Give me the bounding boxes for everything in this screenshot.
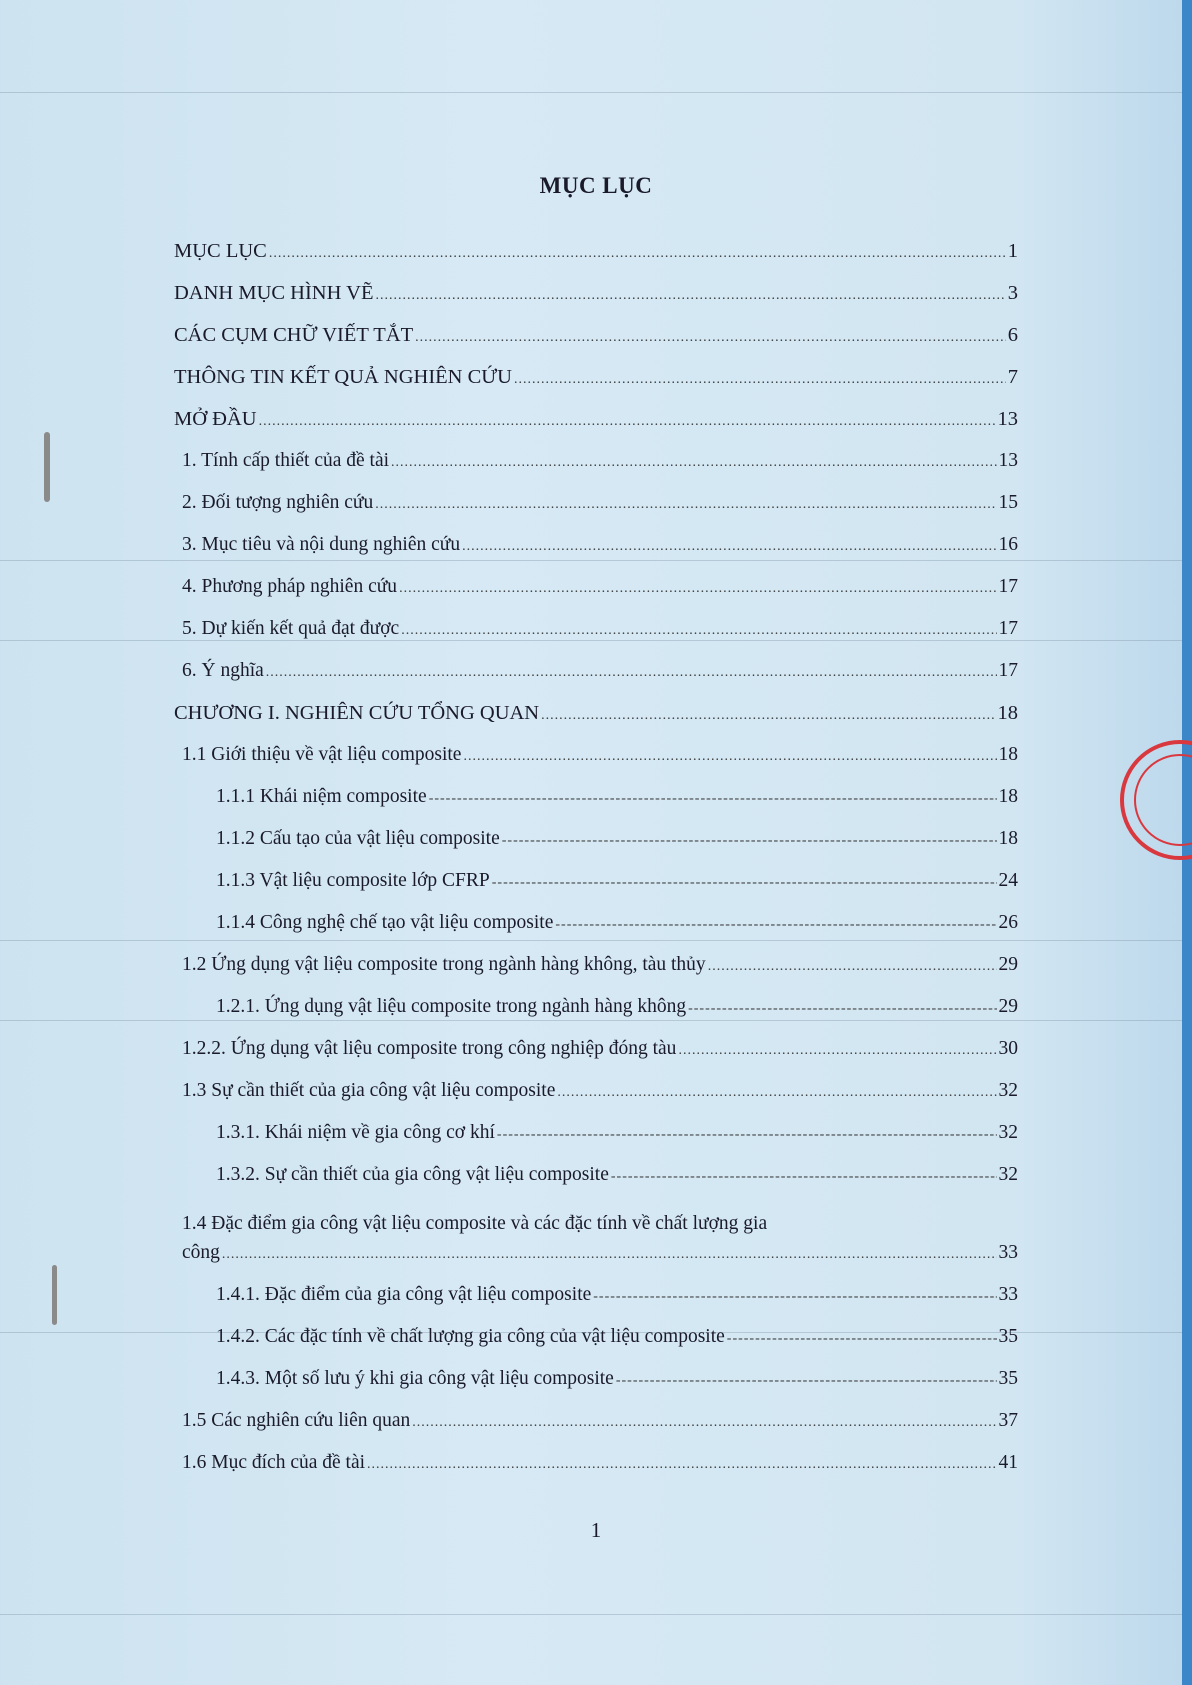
toc-entry-page: 16 <box>998 534 1018 555</box>
toc-entry[interactable] <box>174 1326 1018 1368</box>
toc-leader <box>266 665 997 681</box>
toc-entry-label: 5. Dự kiến kết quả đạt được <box>182 618 400 639</box>
toc-entry-label: MỞ ĐẦU <box>174 408 257 430</box>
toc-entry[interactable] <box>174 576 1018 618</box>
toc-leader <box>555 917 996 933</box>
toc-entry-label: 1.1.4 Công nghệ chế tạo vật liệu composite <box>216 912 554 933</box>
toc-entry-label: DANH MỤC HÌNH VẼ <box>174 282 374 304</box>
toc-entry-label: 3. Mục tiêu và nội dung nghiên cứu <box>182 534 461 555</box>
toc-entry-page: 17 <box>998 660 1018 681</box>
toc-entry-page: 24 <box>998 870 1018 891</box>
toc-entry[interactable] <box>174 618 1018 660</box>
toc-entry-page: 30 <box>998 1038 1018 1059</box>
toc-entry-page: 33 <box>998 1284 1018 1305</box>
toc-leader <box>616 1373 997 1389</box>
toc-leader <box>462 539 996 555</box>
toc-entry-label: 1.2.2. Ứng dụng vật liệu composite trong công nghiệp đóng tàu <box>182 1038 677 1059</box>
toc-entry[interactable] <box>174 954 1018 996</box>
toc-leader <box>415 330 1006 346</box>
table-of-contents <box>174 240 1018 1494</box>
toc-entry-page: 15 <box>998 492 1018 513</box>
toc-leader <box>269 246 1006 262</box>
toc-entry[interactable] <box>174 1038 1018 1080</box>
toc-entry-page: 35 <box>998 1368 1018 1389</box>
toc-entry[interactable] <box>174 786 1018 828</box>
toc-entry[interactable] <box>174 534 1018 576</box>
toc-entry[interactable] <box>174 240 1018 282</box>
toc-leader <box>514 372 1006 388</box>
toc-leader <box>399 581 996 597</box>
margin-mark <box>44 432 50 502</box>
toc-leader <box>376 288 1006 304</box>
toc-entry-label: 1.3 Sự cần thiết của gia công vật liệu composite <box>182 1080 556 1101</box>
toc-entry-label: MỤC LỤC <box>174 240 267 262</box>
toc-entry-page: 29 <box>998 996 1018 1017</box>
toc-entry-page: 32 <box>998 1080 1018 1101</box>
toc-entry-page: 41 <box>998 1452 1018 1473</box>
toc-leader <box>492 875 997 891</box>
toc-entry-page: 18 <box>998 744 1018 765</box>
toc-entry-page: 13 <box>998 450 1018 471</box>
toc-entry-page: 32 <box>998 1122 1018 1143</box>
toc-entry-label: THÔNG TIN KẾT QUẢ NGHIÊN CỨU <box>174 366 512 388</box>
toc-entry[interactable] <box>174 282 1018 324</box>
toc-leader <box>541 708 995 724</box>
toc-entry[interactable] <box>174 744 1018 786</box>
toc-entry-label: 1.5 Các nghiên cứu liên quan <box>182 1410 411 1431</box>
toc-leader <box>259 414 996 430</box>
toc-leader <box>688 1001 996 1017</box>
page-number: 1 <box>590 1518 602 1542</box>
toc-entry-label: 1.3.2. Sự cần thiết của gia công vật liệu composite <box>216 1164 609 1185</box>
toc-entry-label: 1.4.1. Đặc điểm của gia công vật liệu composite <box>216 1284 592 1305</box>
toc-leader <box>502 833 997 849</box>
toc-entry[interactable] <box>174 828 1018 870</box>
toc-entry[interactable] <box>174 870 1018 912</box>
toc-leader <box>391 455 996 471</box>
toc-leader <box>727 1331 997 1347</box>
toc-entry[interactable] <box>174 1206 1018 1284</box>
toc-entry-page: 37 <box>998 1410 1018 1431</box>
toc-entry-label: 1.2.1. Ứng dụng vật liệu composite trong ngành hàng không <box>216 996 687 1017</box>
toc-entry-page: 33 <box>998 1242 1018 1263</box>
toc-leader <box>497 1127 997 1143</box>
toc-entry-page: 18 <box>998 828 1018 849</box>
toc-entry-page: 29 <box>998 954 1018 975</box>
toc-entry-label: 6. Ý nghĩa <box>182 660 264 681</box>
toc-entry-page: 18 <box>997 702 1018 724</box>
toc-entry[interactable] <box>174 450 1018 492</box>
toc-entry-label: 1.3.1. Khái niệm về gia công cơ khí <box>216 1122 495 1143</box>
toc-entry-page: 1 <box>1007 240 1018 262</box>
toc-entry-page: 13 <box>997 408 1018 430</box>
toc-entry[interactable] <box>174 1368 1018 1410</box>
toc-entry-page: 35 <box>998 1326 1018 1347</box>
toc-leader <box>557 1085 996 1101</box>
toc-entry-label: 2. Đối tượng nghiên cứu <box>182 492 374 513</box>
margin-mark <box>52 1265 57 1325</box>
toc-entry[interactable] <box>174 1452 1018 1494</box>
toc-entry-label: 1.4.3. Một số lưu ý khi gia công vật liệu composite <box>216 1368 614 1389</box>
toc-entry[interactable] <box>174 492 1018 534</box>
toc-entry-label: 1. Tính cấp thiết của đề tài <box>182 450 390 471</box>
toc-entry[interactable] <box>174 366 1018 408</box>
toc-entry[interactable] <box>174 408 1018 450</box>
toc-leader <box>708 959 997 975</box>
toc-entry[interactable] <box>174 660 1018 702</box>
toc-entry[interactable] <box>174 912 1018 954</box>
toc-entry[interactable] <box>174 1164 1018 1206</box>
red-seal-stamp <box>1120 740 1192 860</box>
toc-entry-page: 18 <box>998 786 1018 807</box>
toc-leader <box>429 791 997 807</box>
toc-entry[interactable] <box>174 324 1018 366</box>
toc-leader <box>463 749 996 765</box>
toc-entry-page: 32 <box>998 1164 1018 1185</box>
toc-leader <box>367 1457 996 1473</box>
toc-entry-label: 1.4 Đặc điểm gia công vật liệu composite và các đặc tính về chất lượng gia <box>182 1213 768 1234</box>
toc-entry-label: 1.2 Ứng dụng vật liệu composite trong ngành hàng không, tàu thủy <box>182 954 706 975</box>
toc-leader <box>401 623 996 639</box>
toc-entry-label: 1.1 Giới thiệu về vật liệu composite <box>182 744 462 765</box>
toc-entry-page: 26 <box>998 912 1018 933</box>
toc-entry-label: 1.1.1 Khái niệm composite <box>216 786 427 807</box>
toc-leader <box>593 1289 996 1305</box>
toc-entry-label: CÁC CỤM CHỮ VIẾT TẮT <box>174 324 414 346</box>
page-title: MỤC LỤC <box>539 173 653 199</box>
toc-entry[interactable] <box>174 996 1018 1038</box>
toc-leader <box>375 497 996 513</box>
toc-entry[interactable] <box>174 702 1018 744</box>
toc-entry-page: 6 <box>1007 324 1018 346</box>
toc-entry[interactable] <box>174 1080 1018 1122</box>
toc-entry-label: CHƯƠNG I. NGHIÊN CỨU TỔNG QUAN <box>174 702 540 724</box>
toc-entry[interactable] <box>174 1410 1018 1452</box>
toc-entry-page: 17 <box>998 576 1018 597</box>
toc-entry-label: 1.1.3 Vật liệu composite lớp CFRP <box>216 870 490 891</box>
toc-entry-page: 17 <box>998 618 1018 639</box>
toc-entry-page: 7 <box>1007 366 1018 388</box>
toc-entry-label: 1.6 Mục đích của đề tài <box>182 1452 366 1473</box>
toc-leader <box>678 1043 996 1059</box>
toc-entry-label-cont: công <box>182 1242 220 1263</box>
toc-entry-label: 4. Phương pháp nghiên cứu <box>182 576 398 597</box>
toc-entry-label: 1.1.2 Cấu tạo của vật liệu composite <box>216 828 500 849</box>
toc-entry-page: 3 <box>1007 282 1018 304</box>
toc-leader <box>412 1415 996 1431</box>
toc-leader <box>611 1169 997 1185</box>
toc-entry[interactable] <box>174 1122 1018 1164</box>
toc-leader <box>222 1247 997 1263</box>
toc-entry[interactable] <box>174 1284 1018 1326</box>
toc-entry-label: 1.4.2. Các đặc tính về chất lượng gia công của vật liệu composite <box>216 1326 725 1347</box>
